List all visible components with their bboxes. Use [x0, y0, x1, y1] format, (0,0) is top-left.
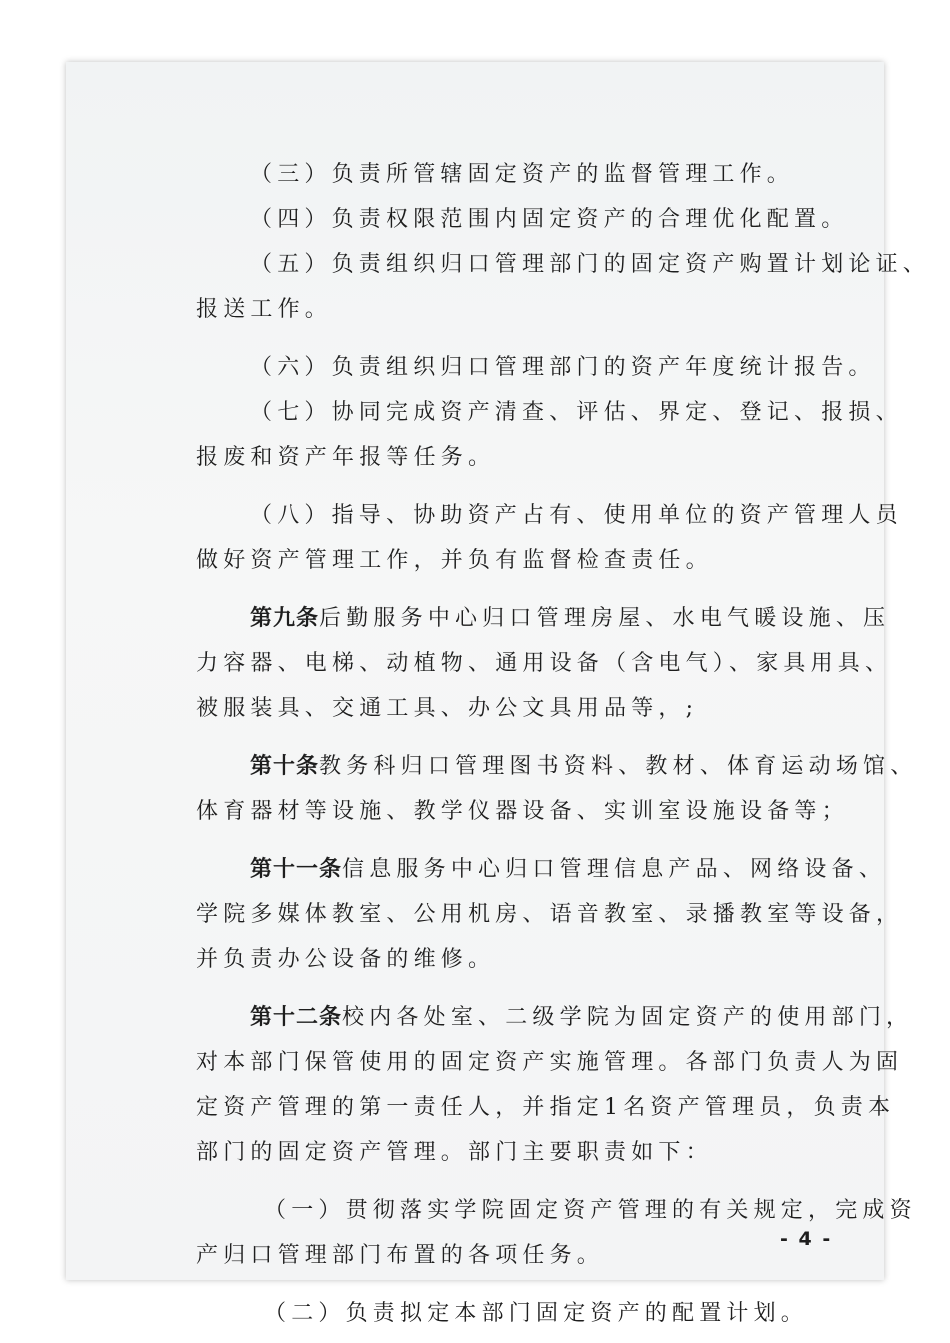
clause-5: （五）负责组织归口管理部门的固定资产购置计划论证、	[250, 252, 931, 277]
page-number: - 4 -	[780, 1228, 833, 1250]
clause-7: （七）协同完成资产清查、评估、界定、登记、报损、	[250, 400, 903, 425]
article-12-line-3: 定资产管理的第一责任人，并指定1名资产管理员，负责本	[196, 1095, 896, 1120]
article-11-line-2: 学院多媒体教室、公用机房、语音教室、录播教室等设备，	[196, 902, 904, 927]
article-10: 第十条教务科归口管理图书资料、教材、体育运动场馆、	[250, 754, 918, 779]
article-12-heading: 第十二条	[250, 1005, 343, 1030]
clause-3: （三）负责所管辖固定资产的监督管理工作。	[250, 162, 795, 187]
article-11-heading: 第十一条	[250, 857, 343, 882]
clause-6: （六）负责组织归口管理部门的资产年度统计报告。	[250, 355, 876, 380]
article-10-heading: 第十条	[250, 754, 320, 779]
article-12-line-2: 对本部门保管使用的固定资产实施管理。各部门负责人为固	[196, 1050, 904, 1075]
article-12-clause-1-continued: 产归口管理部门布置的各项任务。	[196, 1243, 605, 1268]
article-12-clause-2: （二）负责拟定本部门固定资产的配置计划。	[264, 1301, 809, 1326]
article-10-line-2: 体育器材等设施、教学仪器设备、实训室设施设备等；	[196, 799, 849, 824]
article-11-line-3: 并负责办公设备的维修。	[196, 947, 496, 972]
article-12: 第十二条校内各处室、二级学院为固定资产的使用部门，	[250, 1005, 914, 1030]
clause-7-continued: 报废和资产年报等任务。	[196, 445, 496, 470]
article-11: 第十一条信息服务中心归口管理信息产品、网络设备、	[250, 857, 887, 882]
document-body	[196, 152, 931, 1336]
clause-8: （八）指导、协助资产占有、使用单位的资产管理人员	[250, 503, 903, 528]
article-12-line-4: 部门的固定资产管理。部门主要职责如下：	[196, 1140, 713, 1165]
clause-4: （四）负责权限范围内固定资产的合理优化配置。	[250, 207, 849, 232]
clause-5-continued: 报送工作。	[196, 297, 333, 322]
article-9: 第九条后勤服务中心归口管理房屋、水电气暖设施、压	[250, 606, 891, 631]
article-9-heading: 第九条	[250, 606, 320, 631]
clause-8-continued: 做好资产管理工作，并负有监督检查责任。	[196, 548, 713, 573]
article-12-clause-1: （一）贯彻落实学院固定资产管理的有关规定，完成资	[264, 1198, 917, 1223]
article-9-line-2: 力容器、电梯、动植物、通用设备（含电气）、家具用具、	[196, 651, 893, 676]
article-9-line-3: 被服装具、交通工具、办公文具用品等，;	[196, 696, 699, 721]
